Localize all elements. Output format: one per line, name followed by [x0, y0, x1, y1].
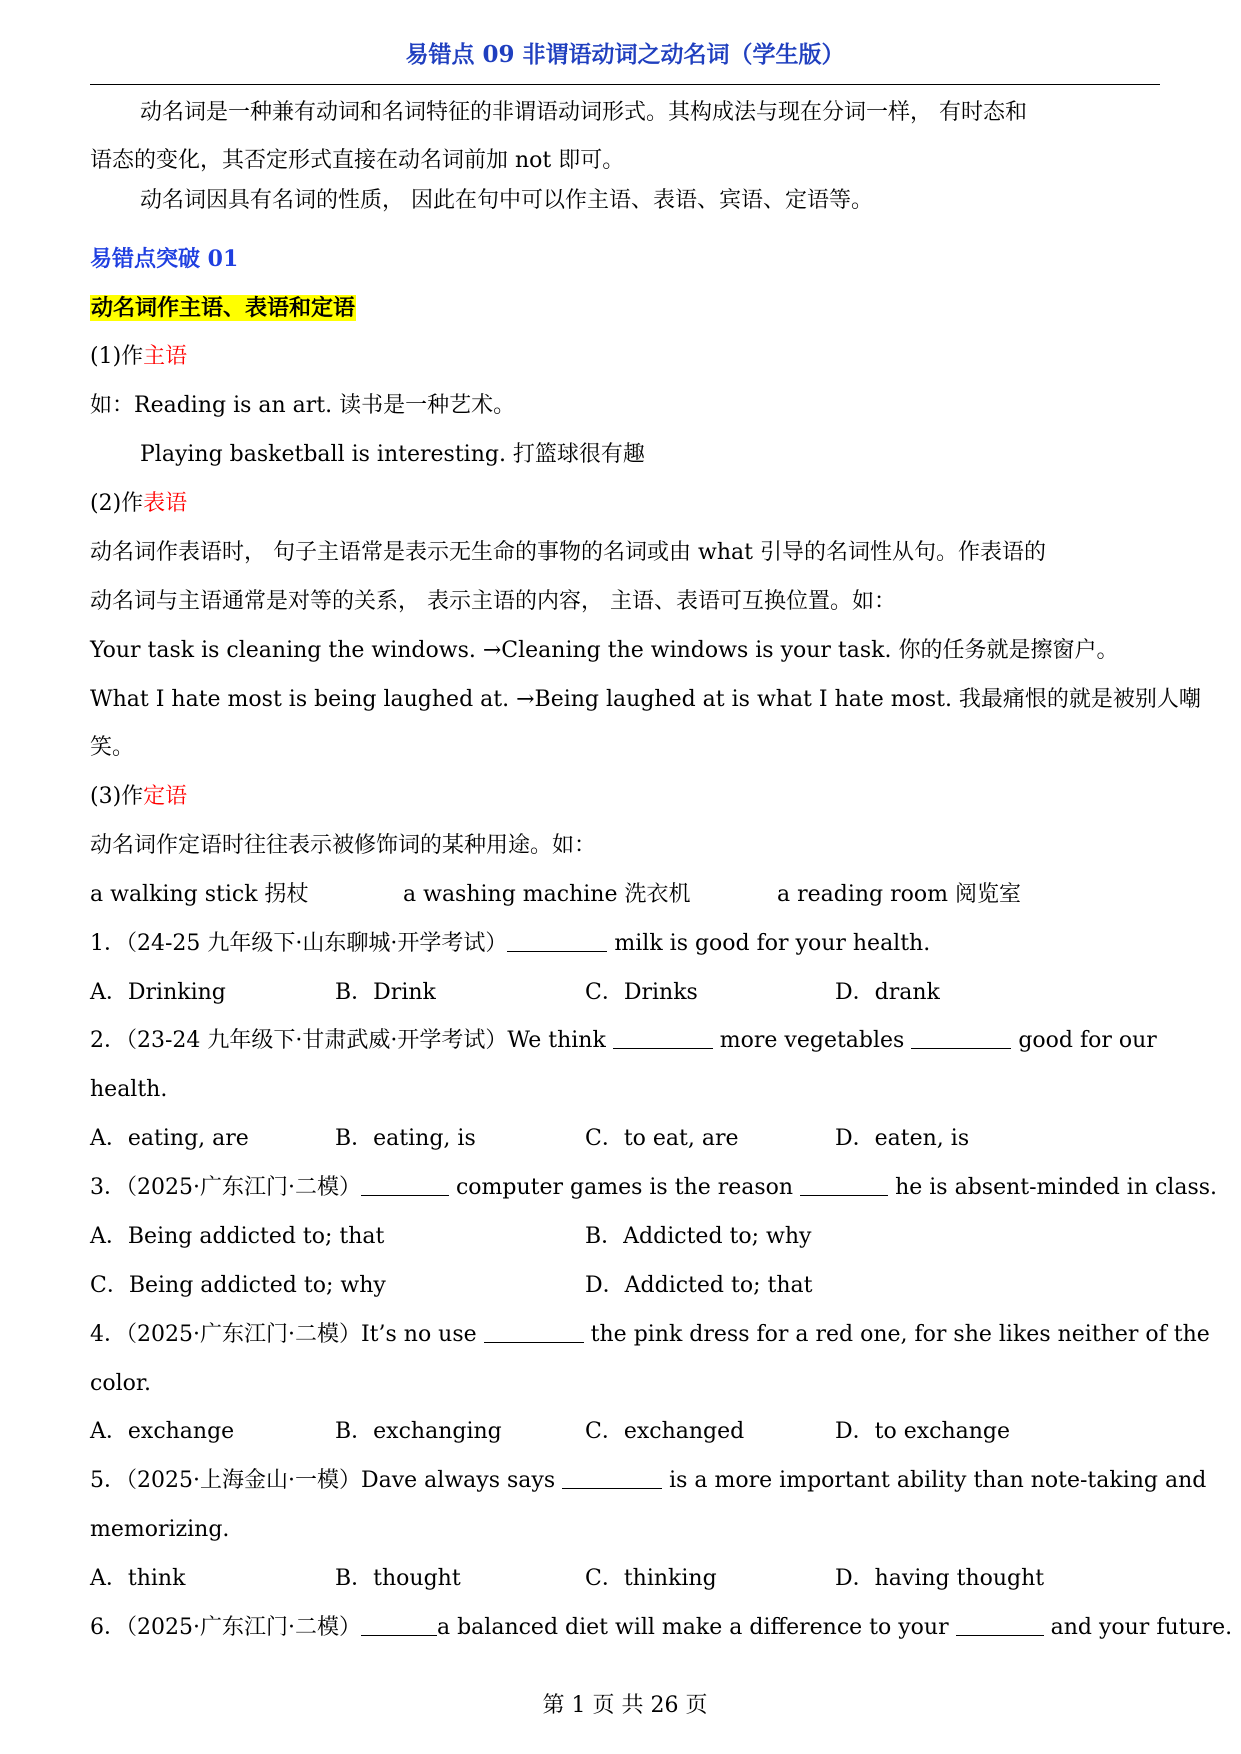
attributive-keyword: 定语 — [143, 784, 188, 809]
option-a[interactable]: A．Being addicted to; that — [90, 1224, 385, 1249]
option-c[interactable]: C．Being addicted to; why — [90, 1273, 386, 1298]
question-stem-text: 5．（2025·上海金山·一模）Dave always says — [90, 1468, 563, 1493]
attributive-desc: 动名词作定语时往往表示被修饰词的某种用途。如： — [90, 833, 597, 858]
answer-blank[interactable] — [562, 1468, 662, 1489]
option-a[interactable]: A．eating, are — [90, 1126, 249, 1151]
answer-blank[interactable] — [507, 931, 607, 952]
question-stem-text: good for our — [1011, 1028, 1157, 1053]
question-5-stem-line-2: memorizing. — [90, 1517, 230, 1542]
option-d[interactable]: D．having thought — [835, 1566, 1045, 1591]
attributive-prefix: (3)作 — [90, 784, 144, 809]
page-number: 第 1 页 共 26 页 — [542, 1693, 708, 1718]
option-a[interactable]: A．exchange — [90, 1419, 235, 1444]
option-d[interactable]: D．drank — [835, 980, 940, 1005]
option-d[interactable]: D．to exchange — [835, 1419, 1011, 1444]
answer-blank[interactable] — [361, 1615, 437, 1636]
answer-blank[interactable] — [613, 1028, 713, 1049]
question-stem-text: and your future. — [1043, 1615, 1233, 1640]
option-c[interactable]: C．to eat, are — [585, 1126, 739, 1151]
question-4-stem-line-2: color. — [90, 1371, 151, 1396]
section-label: 易错点突破 01 — [90, 246, 239, 272]
answer-blank[interactable] — [361, 1175, 449, 1196]
option-a[interactable]: A．think — [90, 1566, 186, 1591]
attributive-heading — [90, 782, 1160, 812]
question-6-stem — [90, 1613, 1233, 1643]
intro-paragraph-1-line-2: 语态的变化，其否定形式直接在动名词前加 not 即可。 — [90, 148, 625, 173]
question-stem-text: 6．（2025·广东江门·二模） — [90, 1615, 361, 1640]
answer-blank[interactable] — [911, 1028, 1011, 1049]
predicative-desc-line-1: 动名词作表语时， 句子主语常是表示无生命的事物的名词或由 what 引导的名词性从句。作表语的 — [90, 540, 1046, 565]
predicative-example-2-line-2: 笑。 — [90, 735, 135, 760]
predicative-desc-line-2: 动名词与主语通常是对等的关系， 表示主语的内容， 主语、表语可互换位置。如： — [90, 589, 896, 614]
answer-blank[interactable] — [484, 1322, 584, 1343]
option-b[interactable]: B．eating, is — [335, 1126, 476, 1151]
question-stem-text: 3．（2025·广东江门·二模） — [90, 1175, 361, 1200]
subject-keyword: 主语 — [143, 344, 188, 369]
option-d[interactable]: D．eaten, is — [835, 1126, 970, 1151]
question-stem-text: a balanced diet will make a difference to your — [436, 1615, 956, 1640]
intro-text: 动名词是一种兼有动词和名词特征的非谓语动词形式。其构成法与现在分词一样， 有时态和 — [140, 100, 1027, 125]
question-4-stem — [90, 1320, 1210, 1350]
question-stem-text: milk is good for your health. — [607, 931, 931, 956]
header-divider — [90, 84, 1160, 85]
question-2-stem — [90, 1026, 1160, 1056]
attributive-example: a reading room 阅览室 — [777, 882, 1021, 907]
answer-blank[interactable] — [956, 1615, 1044, 1636]
predicative-prefix: (2)作 — [90, 491, 144, 516]
subject-prefix: (1)作 — [90, 344, 144, 369]
attributive-example: a walking stick 拐杖 — [90, 882, 309, 907]
question-1-stem — [90, 929, 1160, 959]
question-3-stem — [90, 1173, 1218, 1203]
question-stem-text: 4．（2025·广东江门·二模）It’s no use — [90, 1322, 484, 1347]
option-d[interactable]: D．Addicted to; that — [585, 1273, 813, 1298]
section-topic-row — [90, 293, 1160, 324]
predicative-heading — [90, 489, 1160, 519]
question-stem-text: 2．（23-24 九年级下·甘肃武威·开学考试）We think — [90, 1028, 613, 1053]
option-a[interactable]: A．Drinking — [90, 980, 226, 1005]
option-b[interactable]: B．Addicted to; why — [585, 1224, 812, 1249]
option-b[interactable]: B．thought — [335, 1566, 461, 1591]
subject-example-1: 如：Reading is an art. 读书是一种艺术。 — [90, 393, 516, 418]
page-title: 易错点 09 非谓语动词之动名词（学生版） — [405, 41, 845, 68]
section-topic: 动名词作主语、表语和定语 — [91, 295, 356, 321]
option-c[interactable]: C．Drinks — [585, 980, 698, 1005]
question-2-stem-line-2: health. — [90, 1077, 168, 1102]
subject-example-2: Playing basketball is interesting. 打篮球很有趣 — [140, 442, 645, 467]
question-stem-text: 1．（24-25 九年级下·山东聊城·开学考试） — [90, 931, 508, 956]
attributive-example: a washing machine 洗衣机 — [403, 882, 691, 907]
predicative-example-2-line-1: What I hate most is being laughed at. →Being laughed at is what I hate most. 我最痛恨的就是被别人嘲 — [90, 687, 1201, 712]
option-b[interactable]: B．exchanging — [335, 1419, 502, 1444]
intro-paragraph-1-line-1 — [90, 98, 1210, 128]
predicative-example-1: Your task is cleaning the windows. →Cleaning the windows is your task. 你的任务就是擦窗户。 — [90, 638, 1119, 663]
option-b[interactable]: B．Drink — [335, 980, 436, 1005]
question-stem-text: he is absent-minded in class. — [888, 1175, 1218, 1200]
question-stem-text: the pink dress for a red one, for she likes neither of the — [583, 1322, 1210, 1347]
question-stem-text: computer games is the reason — [448, 1175, 801, 1200]
question-stem-text: more vegetables — [712, 1028, 912, 1053]
option-c[interactable]: C．exchanged — [585, 1419, 745, 1444]
option-c[interactable]: C．thinking — [585, 1566, 717, 1591]
predicative-keyword: 表语 — [143, 491, 188, 516]
answer-blank[interactable] — [800, 1175, 888, 1196]
subject-heading — [90, 342, 1160, 372]
question-5-stem — [90, 1466, 1207, 1496]
question-stem-text: is a more important ability than note-taking and — [662, 1468, 1207, 1493]
intro-paragraph-2: 动名词因具有名词的性质， 因此在句中可以作主语、表语、宾语、定语等。 — [140, 188, 873, 213]
